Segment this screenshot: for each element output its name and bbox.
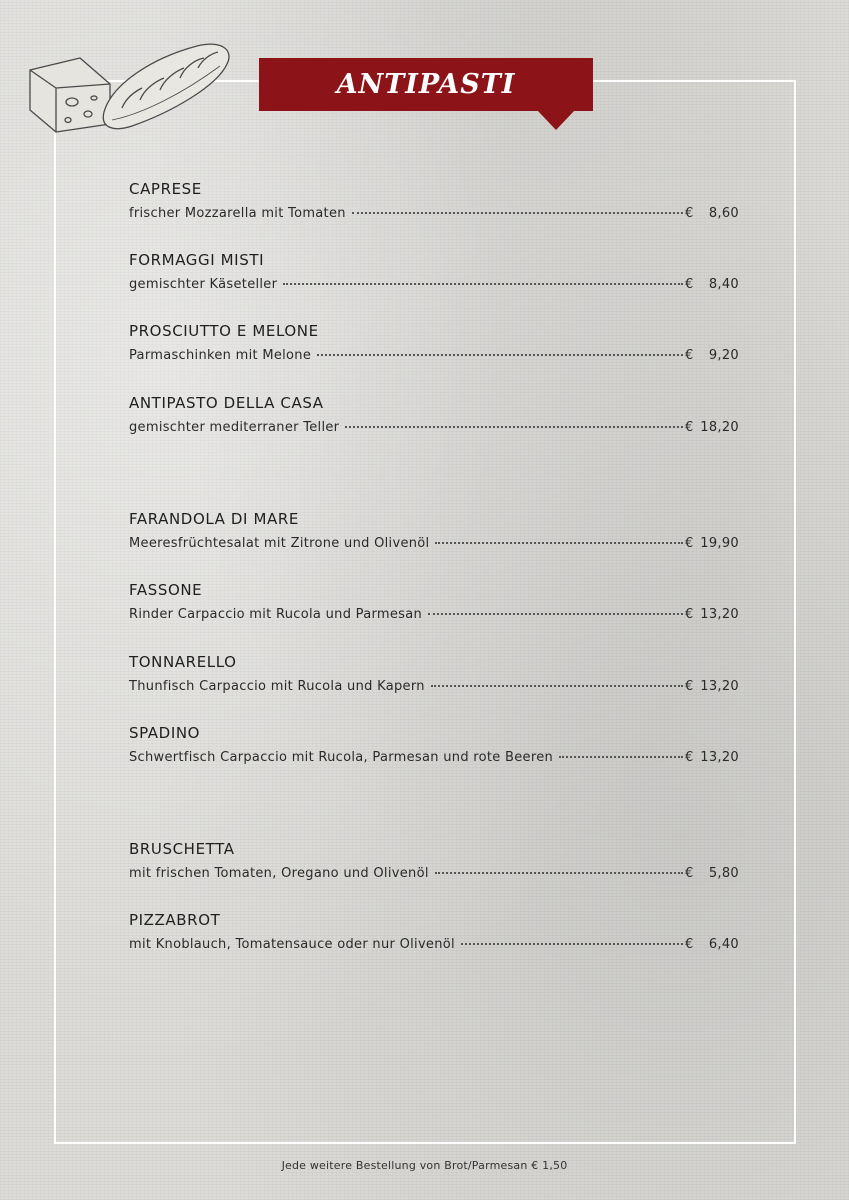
item-name: FORMAGGI MISTI [129, 251, 265, 269]
item-price: € 9,20 [685, 348, 739, 363]
item-name: PROSCIUTTO E MELONE [129, 322, 319, 340]
dot-leader [317, 354, 683, 356]
section-title: ANTIPASTI [336, 69, 516, 100]
menu-item [129, 910, 739, 953]
item-price: € 13,20 [685, 679, 739, 694]
item-price: € 8,60 [685, 206, 739, 221]
menu-item [129, 250, 739, 293]
banner-notch [537, 110, 575, 130]
dot-leader [435, 542, 683, 544]
dot-leader [352, 212, 683, 214]
item-description: mit Knoblauch, Tomatensauce oder nur Olivenöl [129, 937, 455, 952]
item-price: € 18,20 [685, 420, 739, 435]
item-price: € 5,80 [685, 866, 739, 881]
item-name: PIZZABROT [129, 911, 221, 929]
item-price: € 6,40 [685, 937, 739, 952]
dot-leader [559, 756, 683, 758]
item-price: € 19,90 [685, 536, 739, 551]
menu-item [129, 839, 739, 882]
dot-leader [283, 283, 683, 285]
section-title-banner [259, 58, 593, 111]
item-description: gemischter Käseteller [129, 277, 278, 292]
dot-leader [431, 685, 683, 687]
dot-leader [461, 943, 683, 945]
item-description: Thunfisch Carpaccio mit Rucola und Kapern [129, 679, 425, 694]
dot-leader [428, 613, 683, 615]
cheese-and-bread-sketch-icon [22, 28, 237, 138]
item-description: gemischter mediterraner Teller [129, 420, 340, 435]
item-name: FASSONE [129, 581, 203, 599]
item-name: BRUSCHETTA [129, 840, 235, 858]
item-description: frischer Mozzarella mit Tomaten [129, 206, 346, 221]
item-name: CAPRESE [129, 180, 202, 198]
item-name: SPADINO [129, 724, 201, 742]
item-description: mit frischen Tomaten, Oregano und Olivenöl [129, 866, 429, 881]
item-description: Parmaschinken mit Melone [129, 348, 312, 363]
menu-item [129, 723, 739, 766]
menu-item [129, 580, 739, 623]
menu-item [129, 393, 739, 436]
item-price: € 8,40 [685, 277, 739, 292]
item-price: € 13,20 [685, 750, 739, 765]
dot-leader [435, 872, 683, 874]
menu-item [129, 321, 739, 364]
item-name: FARANDOLA DI MARE [129, 510, 299, 528]
menu-item [129, 179, 739, 222]
item-description: Rinder Carpaccio mit Rucola und Parmesan [129, 607, 423, 622]
dot-leader [345, 426, 683, 428]
footer-note: Jede weitere Bestellung von Brot/Parmesan € 1,50 [281, 1159, 568, 1172]
menu-item [129, 509, 739, 552]
item-name: ANTIPASTO DELLA CASA [129, 394, 324, 412]
item-description: Schwertfisch Carpaccio mit Rucola, Parmesan und rote Beeren [129, 750, 554, 765]
menu-item [129, 652, 739, 695]
item-description: Meeresfrüchtesalat mit Zitrone und Olivenöl [129, 536, 430, 551]
item-name: TONNARELLO [129, 653, 237, 671]
item-price: € 13,20 [685, 607, 739, 622]
